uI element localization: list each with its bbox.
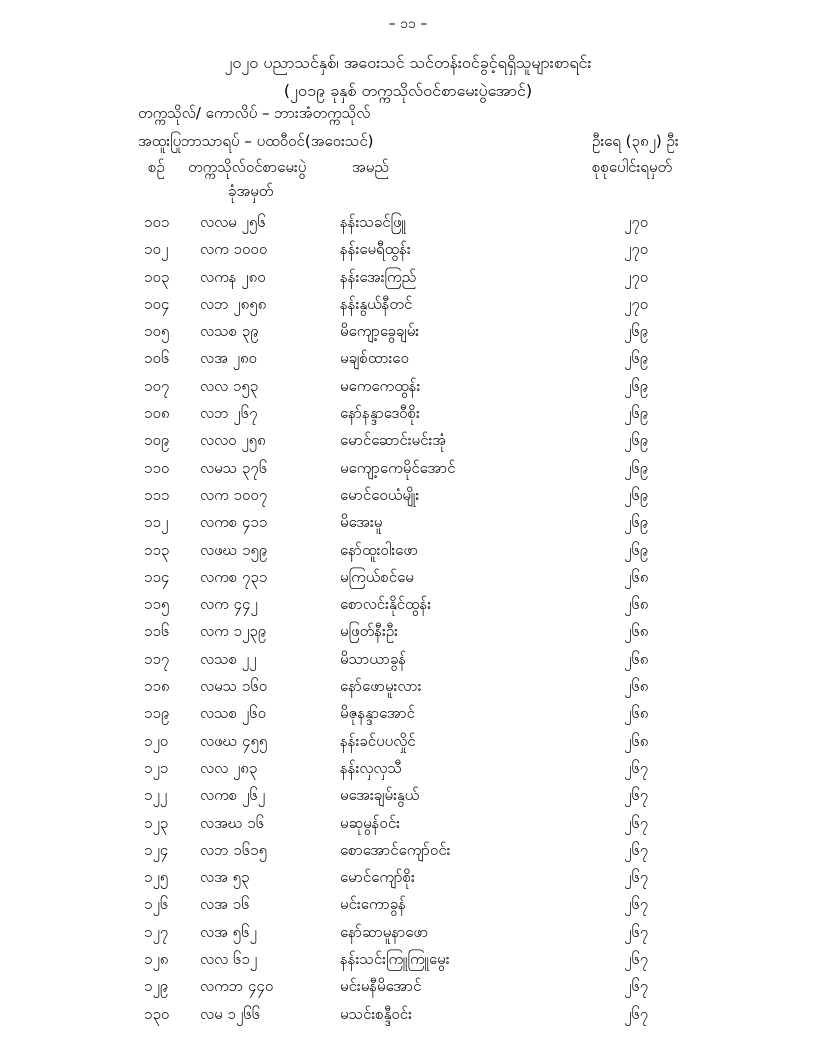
row-roll-number: လကစ ၇၃၁ [200, 567, 268, 586]
row-total-marks: ၂၆၉ [624, 376, 649, 395]
row-name: မိသာယာခွန် [340, 649, 407, 668]
table-row [0, 428, 816, 455]
row-roll-number: လဖဃ ၁၅၉ [200, 540, 268, 559]
row-name: မင်းမနီမိအောင် [340, 977, 422, 996]
row-roll-number: လဘ ၂၆၇ [200, 404, 258, 423]
row-serial-no: ၁၁၀ [144, 458, 170, 477]
row-roll-number: လသစ ၂၂ [200, 649, 257, 668]
row-name: စောအောင်ကျော်ဝင်း [340, 840, 451, 859]
table-row [0, 319, 816, 346]
row-roll-number: လမသ ၁၆၀ [200, 677, 268, 696]
table-row [0, 237, 816, 264]
row-total-marks: ၂၆၈ [624, 677, 649, 696]
row-serial-no: ၁၂၃ [144, 813, 169, 832]
row-roll-number: လကန ၂၈၀ [200, 267, 266, 286]
table-row [0, 510, 816, 537]
row-total-marks: ၂၆၇ [624, 1004, 649, 1023]
row-serial-no: ၁၀၉ [144, 431, 170, 450]
header-total-marks: စုစုပေါင်းရမှတ် [592, 158, 673, 176]
row-roll-number: လလမ ၂၅၆ [200, 213, 266, 231]
row-total-marks: ၂၇၀ [624, 240, 649, 259]
row-serial-no: ၁၀၅ [144, 322, 170, 341]
row-name: မောင်ကျော်စိုး [340, 868, 415, 887]
table-row [0, 210, 816, 237]
university-line: တက္ကသိုလ်/ ကောလိပ် – ဘားအံတက္ကသိုလ် [138, 104, 371, 122]
table-row [0, 647, 816, 674]
row-roll-number: လလ ၂၈၃ [200, 758, 258, 777]
row-total-marks: ၂၆၉ [624, 404, 649, 423]
row-serial-no: ၁၁၄ [144, 567, 170, 586]
page-number: – ၁၁ – [388, 16, 428, 32]
row-total-marks: ၂၆၉ [624, 540, 649, 559]
row-total-marks: ၂၆၈ [624, 649, 649, 668]
row-name: မောင်ဆောင်းမင်းအုံ [340, 431, 447, 450]
row-name: နန်းအေးကြည် [340, 267, 417, 286]
row-roll-number: လအ ၅၆၂ [200, 922, 257, 941]
row-roll-number: လအဃ ၁၆ [200, 813, 265, 832]
table-row [0, 783, 816, 810]
row-serial-no: ၁၀၃ [144, 267, 170, 286]
table-row [0, 565, 816, 592]
row-roll-number: လက ၁၂၃၉ [200, 622, 267, 641]
row-name: မိဇုနန္ဒာအောင် [340, 704, 415, 723]
row-serial-no: ၁၁၇ [144, 649, 170, 668]
table-row [0, 592, 816, 619]
table-row [0, 811, 816, 838]
table-row [0, 920, 816, 947]
row-total-marks: ၂၇၀ [624, 294, 649, 313]
row-total-marks: ၂၆၇ [624, 786, 649, 805]
row-name: မိကျော့ခွေချမ်း [340, 322, 420, 341]
row-serial-no: ၁၀၈ [144, 404, 170, 423]
row-total-marks: ၂၆၇ [624, 840, 649, 859]
row-total-marks: ၂၆၇ [624, 977, 649, 996]
row-serial-no: ၁၂၇ [144, 922, 169, 941]
row-serial-no: ၁၂၅ [144, 868, 169, 887]
row-total-marks: ၂၆၉ [624, 485, 649, 504]
table-row [0, 374, 816, 401]
row-name: မဆုမွန်ဝင်း [340, 813, 400, 832]
row-name: မိအေးမူ [340, 513, 383, 532]
row-name: မကြယ်စင်မေ [340, 567, 414, 586]
row-roll-number: လလ ၁၅၃ [200, 376, 259, 395]
row-serial-no: ၁၂၂ [144, 786, 168, 805]
row-total-marks: ၂၆၇ [624, 758, 649, 777]
row-total-marks: ၂၆၇ [624, 922, 649, 941]
row-roll-number: လကဘ ၄၄၀ [200, 977, 274, 996]
row-serial-no: ၁၂၀ [144, 731, 169, 750]
row-name: စောလင်းနိုင်ထွန်း [340, 595, 432, 614]
header-name: အမည် [352, 158, 389, 176]
row-roll-number: လကစ ၄၁၁ [200, 513, 268, 532]
row-roll-number: လအ ၂၈၀ [200, 349, 257, 368]
row-name: နော်နန္ဒာဒေဝီစိုး [340, 404, 420, 423]
row-total-marks: ၂၇၀ [624, 267, 649, 286]
row-roll-number: လက ၁၀၀၇ [200, 485, 268, 504]
row-total-marks: ၂၆၉ [624, 458, 649, 477]
row-roll-number: လလဝ ၂၅၈ [200, 431, 266, 450]
row-name: မအေးချမ်းနွယ် [340, 786, 420, 805]
row-serial-no: ၁၁၈ [144, 677, 170, 696]
row-name: နန်းသခင်ဖြူ [340, 213, 407, 231]
table-row [0, 701, 816, 728]
document-title: ၂၀၂၀ ပညာသင်နှစ်၊ အဝေးသင် သင်တန်းဝင်ခွင့်ရရှိသူများစာရင်း [224, 53, 592, 72]
row-serial-no: ၁၀၆ [144, 349, 170, 368]
row-serial-no: ၁၁၂ [144, 513, 169, 532]
row-name: နန်းခင်ပပလှိုင် [340, 731, 416, 750]
row-serial-no: ၁၂၄ [144, 840, 169, 859]
row-roll-number: လက ၁၀၀၀ [200, 240, 268, 259]
table-row [0, 947, 816, 974]
row-total-marks: ၂၆၈ [624, 731, 649, 750]
row-name: မဖြတ်နီးဦး [340, 622, 398, 641]
row-total-marks: ၂၆၈ [624, 567, 649, 586]
row-name: မကေကေထွန်း [340, 376, 421, 395]
table-row [0, 292, 816, 319]
table-row [0, 974, 816, 1001]
table-row [0, 838, 816, 865]
row-name: မင်းကောခွန် [340, 895, 406, 914]
table-row [0, 265, 816, 292]
row-total-marks: ၂၆၇ [624, 868, 649, 887]
row-name: နန်းမေရီထွန်း [340, 240, 411, 259]
row-serial-no: ၁၀၁ [144, 213, 170, 231]
table-row [0, 729, 816, 756]
row-roll-number: လဖဃ ၄၅၅ [200, 731, 268, 750]
table-row [0, 674, 816, 701]
row-serial-no: ၁၀၄ [144, 294, 170, 313]
header-serial-no: စဉ် [148, 158, 165, 176]
table-row [0, 538, 816, 565]
row-total-marks: ၂၇၀ [624, 213, 649, 231]
table-row [0, 865, 816, 892]
row-name: နော်ဆာမူနာဖော [340, 922, 429, 941]
row-roll-number: လကစ ၂၆၂ [200, 786, 266, 805]
row-name: မကျော့ကေမိုင်အောင် [340, 458, 456, 477]
row-total-marks: ၂၆၉ [624, 431, 649, 450]
row-roll-number: လအ ၅၃ [200, 868, 250, 887]
subject-line: အထူးပြုဘာသာရပ် – ပထဝီဝင်(အဝေးသင်) [138, 132, 374, 150]
row-total-marks: ၂၆၇ [624, 895, 649, 914]
row-name: နော်ဖောမူးလား [340, 677, 422, 696]
row-serial-no: ၁၁၁ [144, 485, 170, 504]
row-name: မချစ်ထားဝေ [340, 349, 409, 368]
row-roll-number: လဘ ၂၈၅၈ [200, 294, 267, 313]
row-total-marks: ၂၆၉ [624, 513, 649, 532]
row-name: မောင်ဝေယံမျိုး [340, 485, 420, 504]
row-roll-number: လမ ၁၂၆၆ [200, 1004, 261, 1023]
row-roll-number: လက ၄၄၂ [200, 595, 258, 614]
row-total-marks: ၂၆၉ [624, 349, 649, 368]
row-total-marks: ၂၆၈ [624, 704, 649, 723]
row-roll-number: လအ ၁၆ [200, 895, 250, 914]
row-serial-no: ၁၂၆ [144, 895, 169, 914]
row-roll-number: လမသ ၃၇၆ [200, 458, 268, 477]
row-name: နန်းနွယ်နီတင် [340, 294, 413, 313]
row-name: နန်းလှလှသီ [340, 758, 402, 777]
row-total-marks: ၂၆၈ [624, 595, 649, 614]
row-serial-no: ၁၂၉ [144, 977, 169, 996]
row-total-marks: ၂၆၉ [624, 322, 649, 341]
table-row [0, 756, 816, 783]
row-total-marks: ၂၆၇ [624, 950, 649, 969]
table-row [0, 456, 816, 483]
row-serial-no: ၁၁၉ [144, 704, 170, 723]
table-row [0, 346, 816, 373]
header-roll-number-sub: ခုံအမှတ် [228, 182, 274, 200]
row-serial-no: ၁၀၂ [144, 240, 169, 259]
row-serial-no: ၁၁၅ [144, 595, 170, 614]
header-roll-number: တက္ကသိုလ်ဝင်စာမေးပွဲ [188, 158, 307, 176]
total-count: ဦးရေ (၃၈၂) ဦး [592, 132, 679, 150]
row-roll-number: လသစ ၃၉ [200, 322, 259, 341]
row-serial-no: ၁၂၈ [144, 950, 169, 969]
row-name: နန်းသင်းကြူကြူမွေး [340, 950, 450, 969]
table-row [0, 1002, 816, 1029]
table-row [0, 401, 816, 428]
row-total-marks: ၂၆၈ [624, 622, 649, 641]
row-serial-no: ၁၀၇ [144, 376, 170, 395]
row-serial-no: ၁၁၆ [144, 622, 170, 641]
row-total-marks: ၂၆၇ [624, 813, 649, 832]
row-roll-number: လသစ ၂၆၀ [200, 704, 267, 723]
row-name: နော်ထူးဝါးဖော [340, 540, 419, 559]
row-roll-number: လလ ၆၁၂ [200, 950, 258, 969]
row-serial-no: ၁၂၁ [144, 758, 169, 777]
table-row [0, 483, 816, 510]
table-row [0, 619, 816, 646]
results-table [0, 210, 816, 1029]
row-serial-no: ၁၃၀ [144, 1004, 170, 1023]
table-row [0, 892, 816, 919]
row-serial-no: ၁၁၃ [144, 540, 170, 559]
row-name: မသင်းစန္ဒီဝင်း [340, 1004, 412, 1023]
row-roll-number: လဘ ၁၆၁၅ [200, 840, 268, 859]
document-subtitle: (၂၀၁၉ ခုနှစ် တက္ကသိုလ်ဝင်စာမေးပွဲအောင်) [283, 81, 533, 100]
